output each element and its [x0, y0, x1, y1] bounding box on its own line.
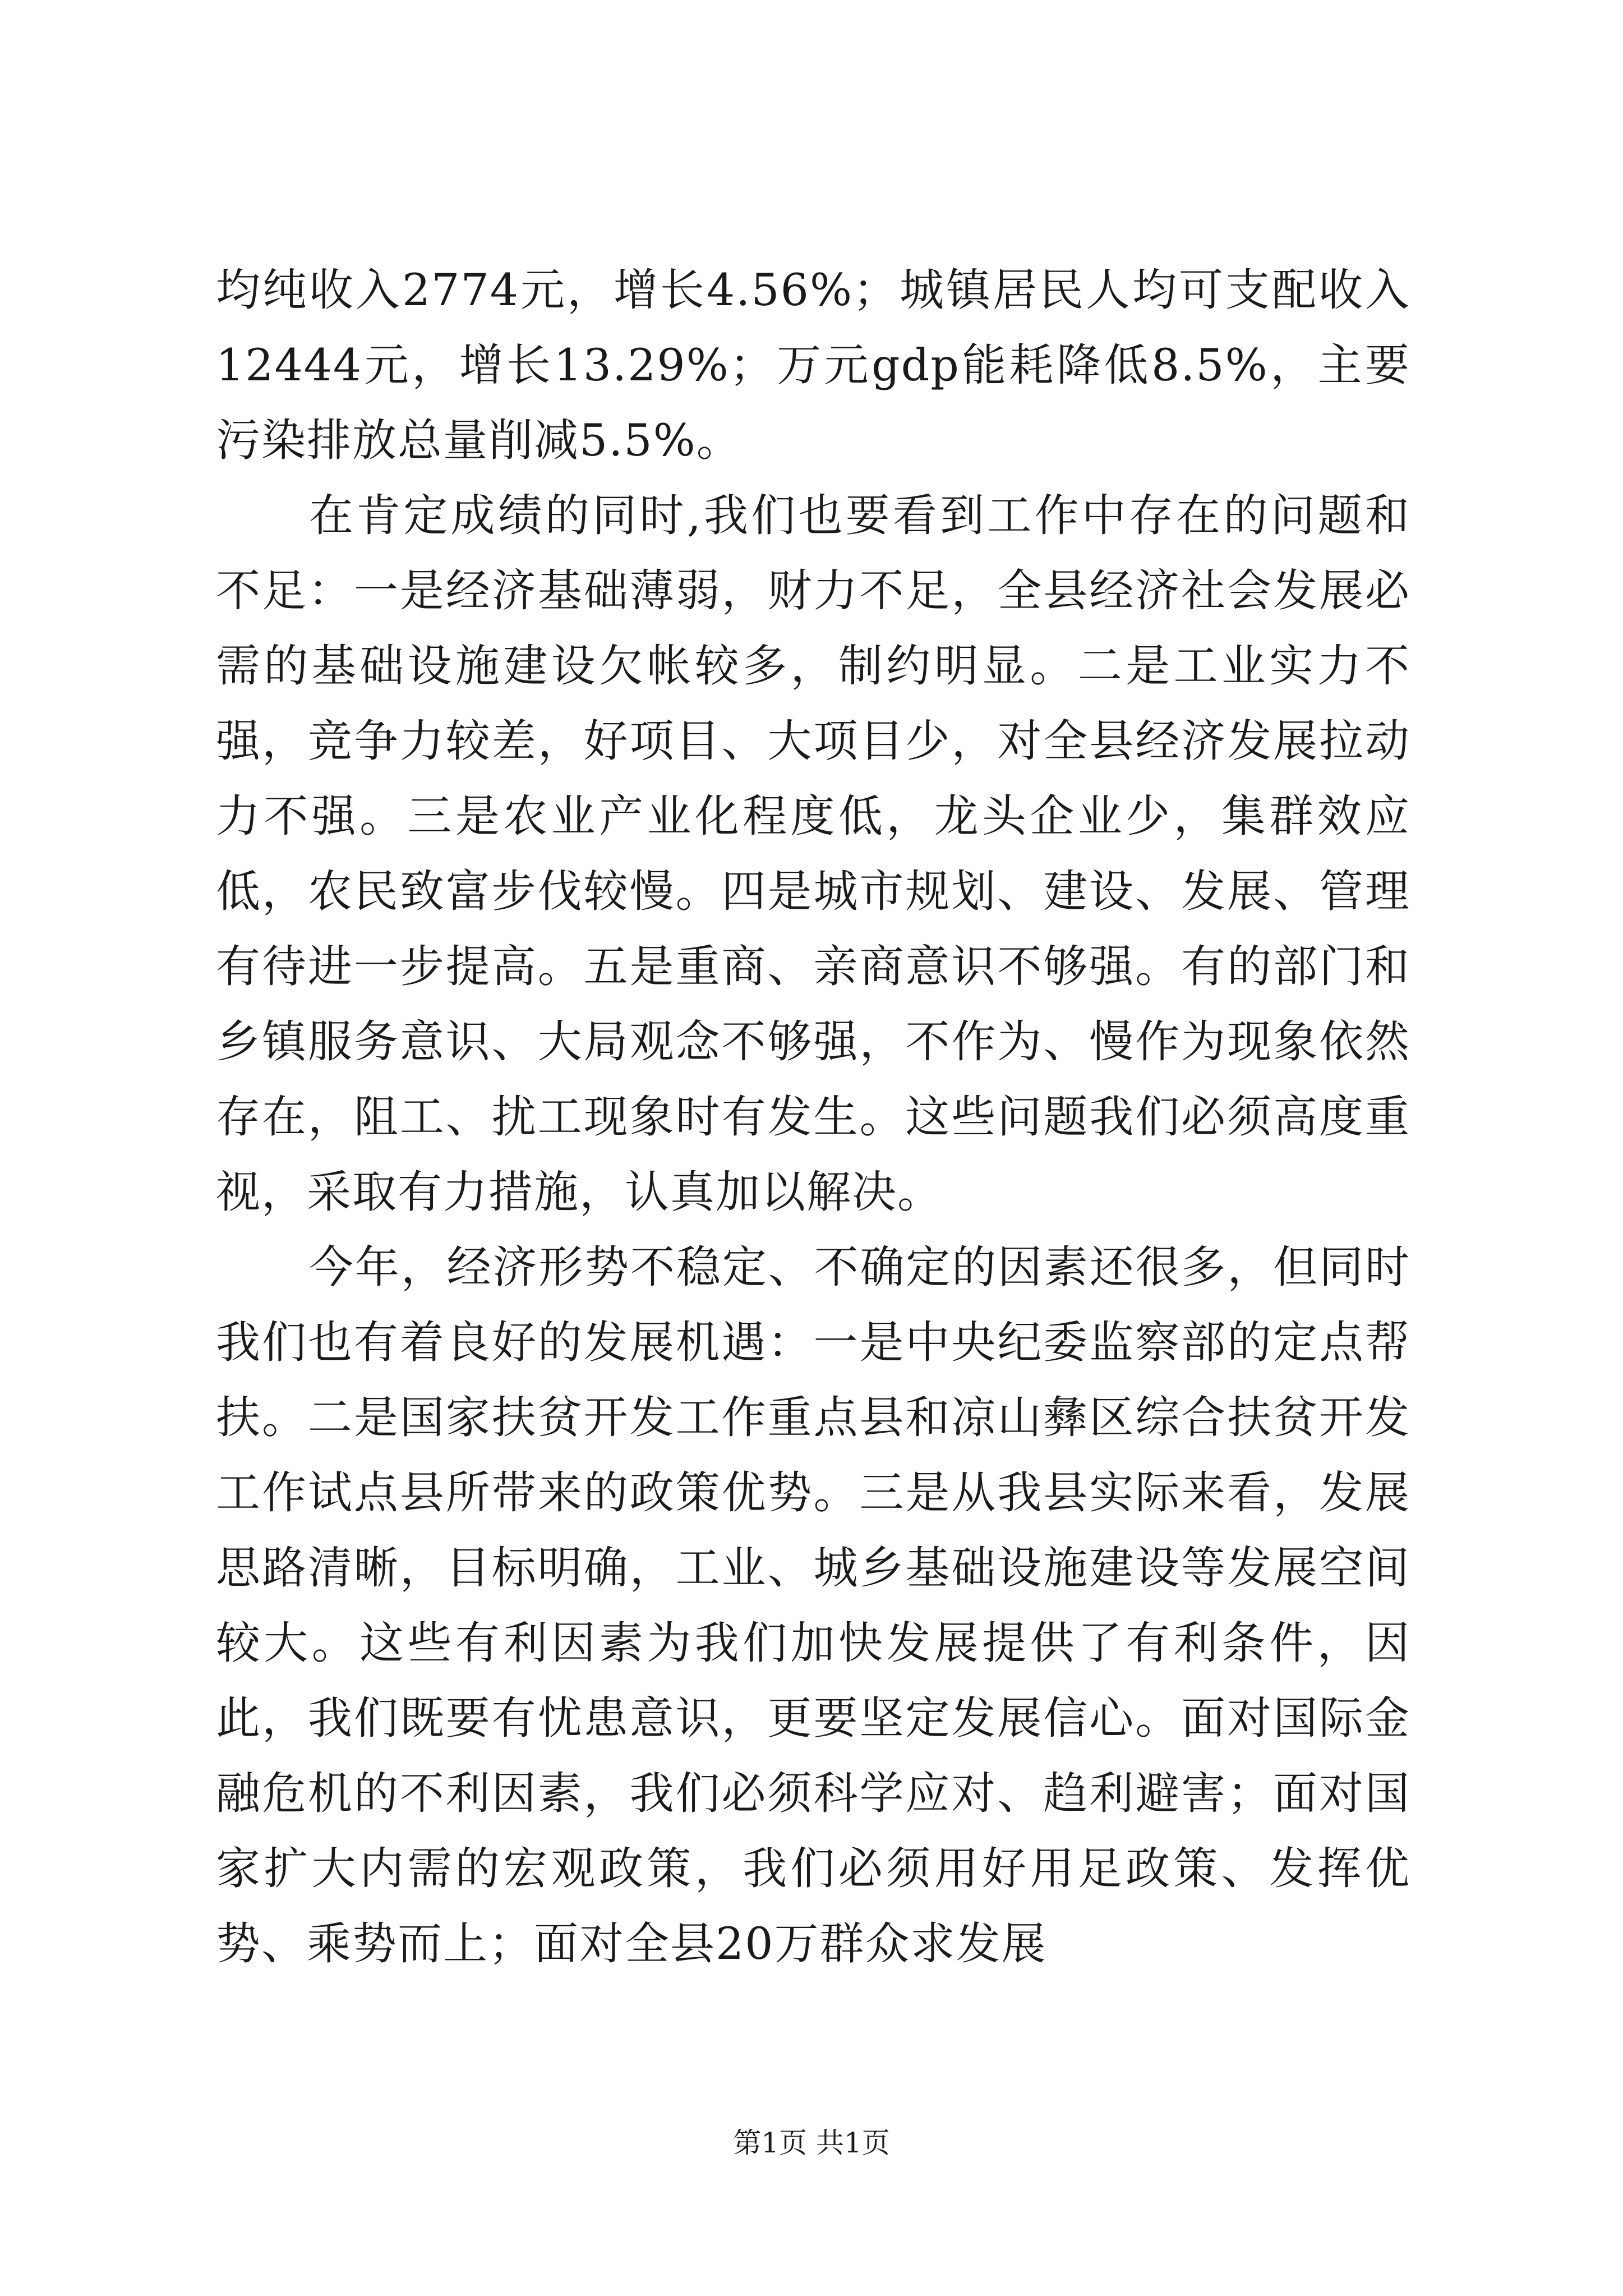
page-footer: 第1页 共1页 [733, 2127, 890, 2159]
paragraph-problems: 在肯定成绩的同时,我们也要看到工作中存在的问题和不足：一是经济基础薄弱，财力不足，全县经济社会发展必需的基础设施建设欠帐较多，制约明显。二是工业实力不强，竞争力较差，好项目、大项目少，对全县经济发展拉动力不强。三是农业产业化程度低，龙头企业少，集群效应低，农民致富步伐较慢。四是城市规划、建设、发展、管理有待进一步提高。五是重商、亲商意识不够强。有的部门和乡镇服务意识、大局观念不够强，不作为、慢作为现象依然存在，阻工、扰工现象时有发生。这些问题我们必须高度重视，采取有力措施，认真加以解决。 [216, 490, 1410, 1218]
paragraph-opportunities: 今年，经济形势不稳定、不确定的因素还很多，但同时我们也有着良好的发展机遇：一是中央纪委监察部的定点帮扶。二是国家扶贫开发工作重点县和凉山彝区综合扶贫开发工作试点县所带来的政策优势。三是从我县实际来看，发展思路清晰，目标明确，工业、城乡基础设施建设等发展空间较大。这些有利因素为我们加快发展提供了有利条件，因此，我们既要有忧患意识，更要坚定发展信心。面对国际金融危机的不利因素，我们必须科学应对、趋利避害；面对国家扩大内需的宏观政策，我们必须用好用足政策、发挥优势、乘势而上；面对全县20万群众求发展 [216, 1241, 1410, 1970]
paragraph-continuation: 均纯收入2774元，增长4.56%；城镇居民人均可支配收入12444元，增长13.29%；万元gdp能耗降低8.5%，主要污染排放总量削减5.5%。 [216, 264, 1410, 466]
document-body [216, 252, 1410, 1981]
